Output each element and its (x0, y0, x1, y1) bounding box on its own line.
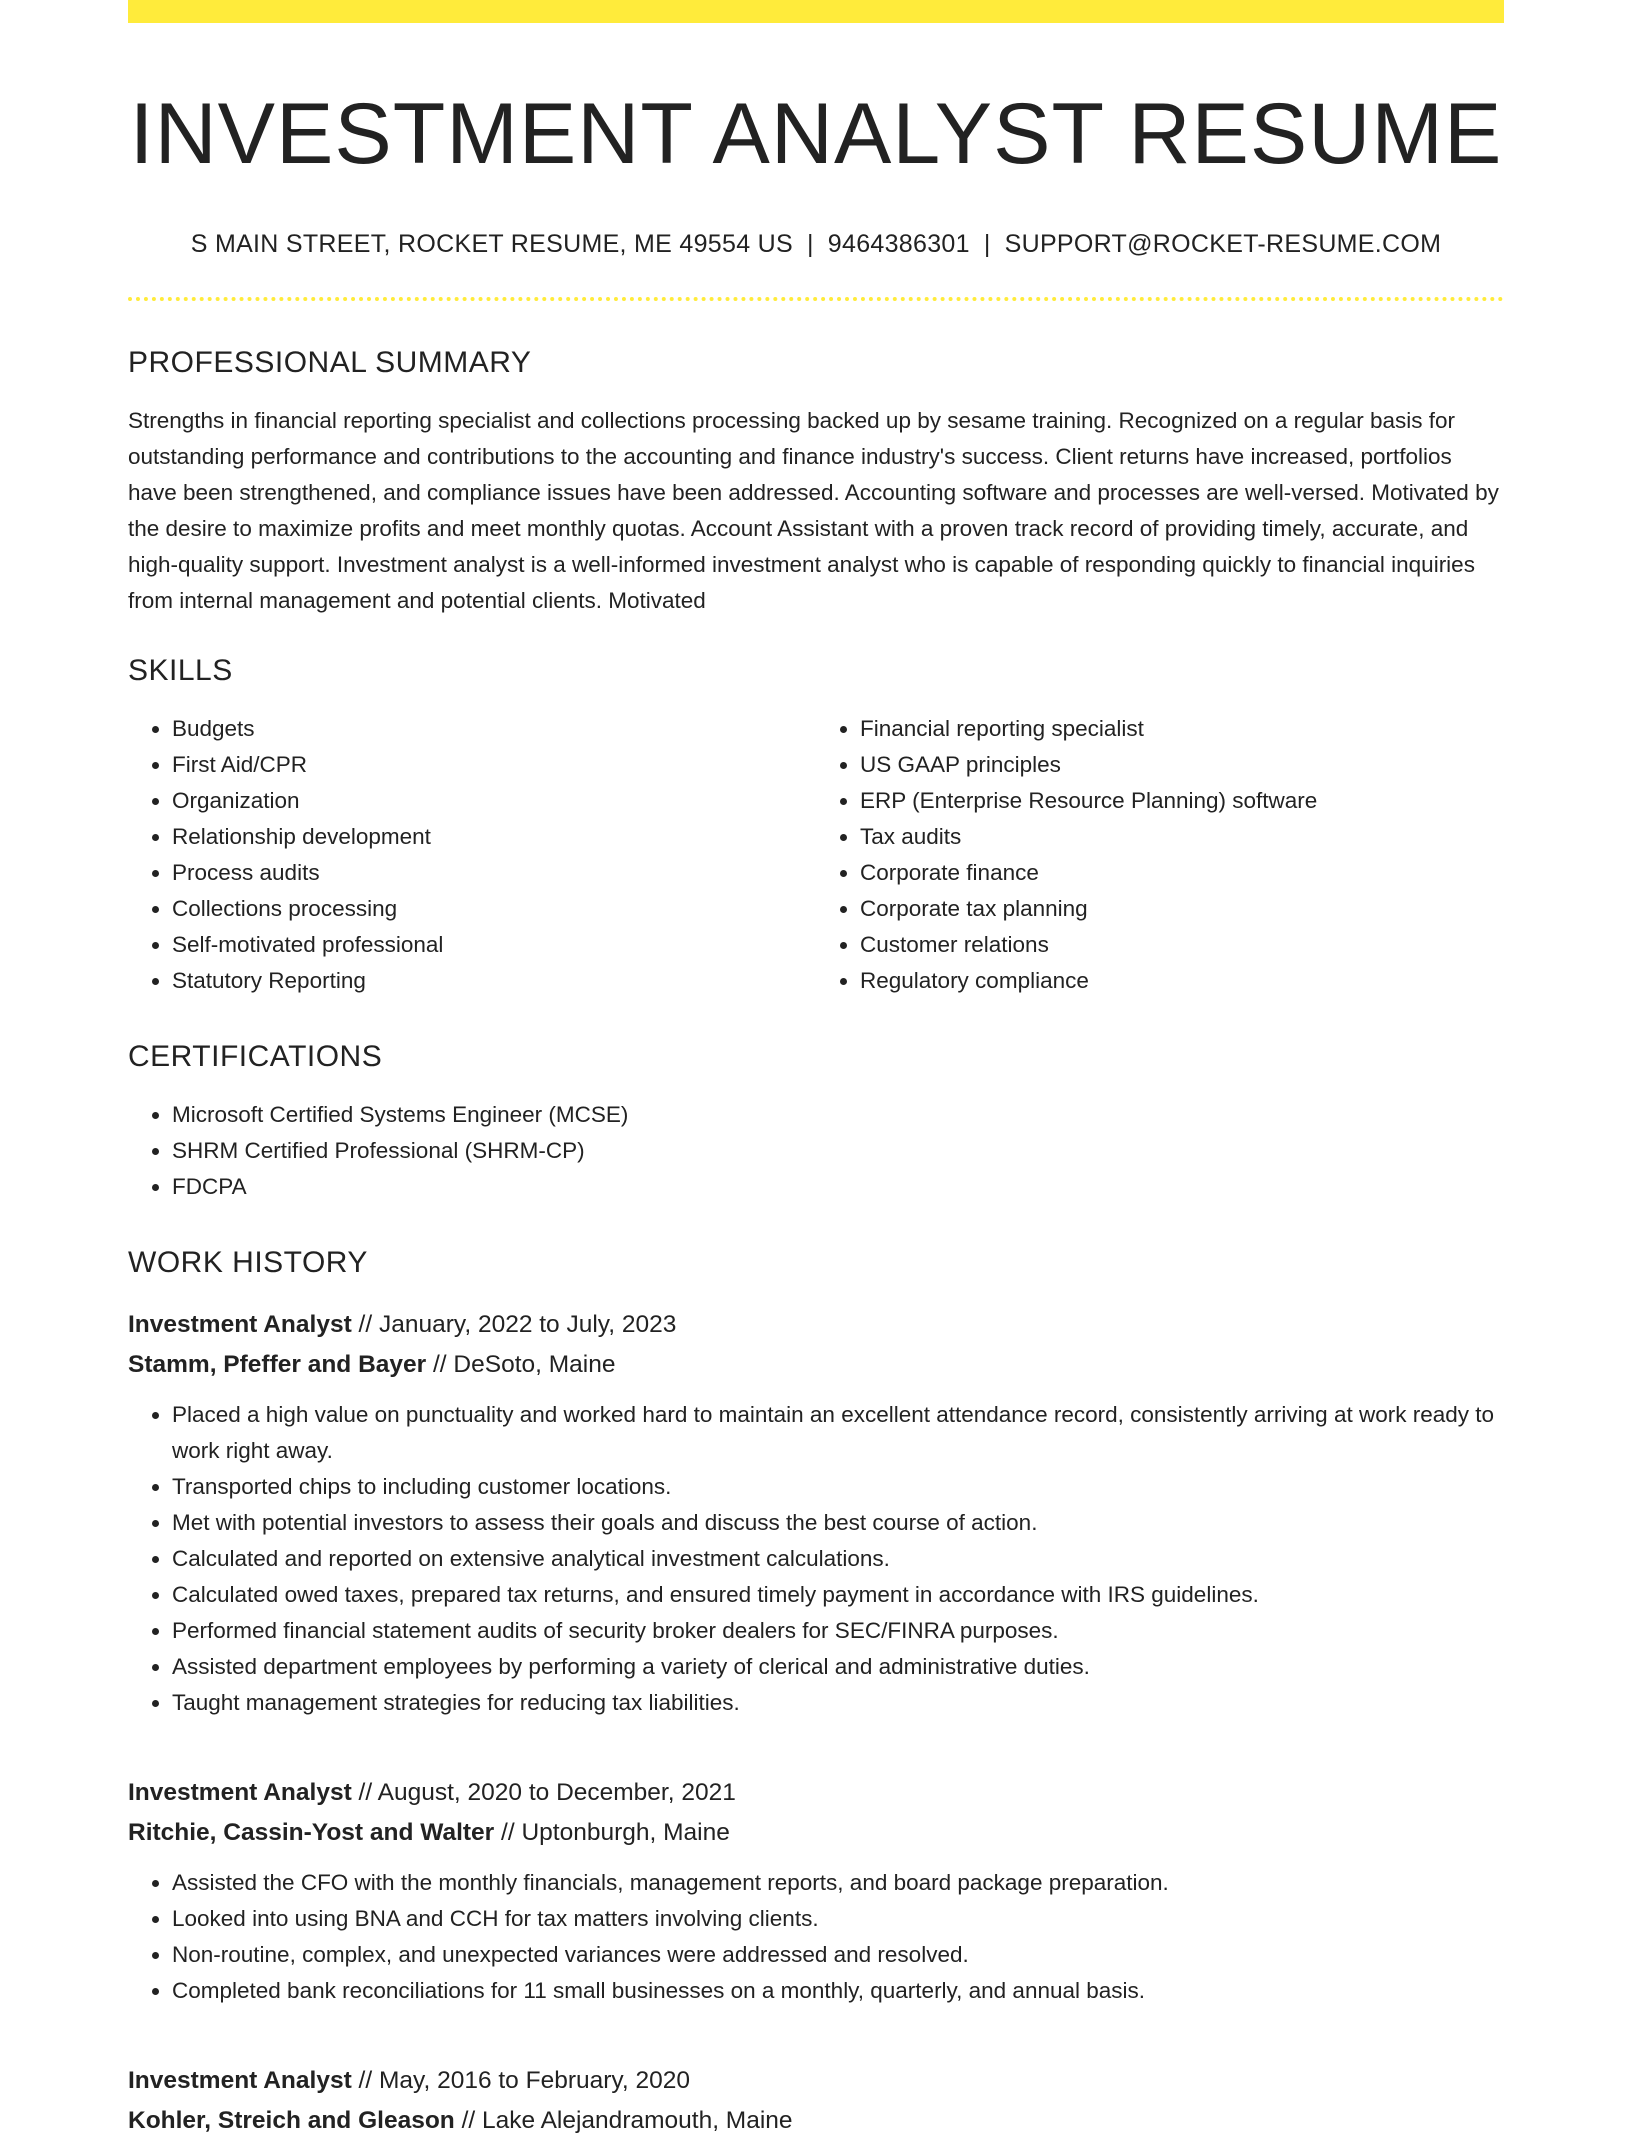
skill-item: • US GAAP principles (860, 747, 1504, 783)
job-separator: // (454, 2107, 482, 2135)
header-divider (128, 297, 1504, 301)
skill-item: • Regulatory compliance (860, 963, 1504, 999)
job-duties-list (128, 1865, 1504, 2009)
job-title-line (128, 1773, 1504, 1813)
skill-item: • Customer relations (860, 927, 1504, 963)
certification-item: • SHRM Certified Professional (SHRM-CP) (172, 1133, 1504, 1169)
skills-section (128, 653, 1504, 999)
job-dates: May, 2016 to February, 2020 (378, 2067, 690, 2095)
job-title-line (128, 1305, 1504, 1345)
job-duties-list (128, 1397, 1504, 1721)
skill-item: • Statutory Reporting (172, 963, 816, 999)
skill-item: • First Aid/CPR (172, 747, 816, 783)
job-company: Ritchie, Cassin-Yost and Walter (128, 1819, 495, 1847)
job-company-line (128, 1813, 1504, 1853)
job-duty: • Met with potential investors to assess their goals and discuss the best course of action. (172, 1505, 1504, 1541)
contact-address: S MAIN STREET, ROCKET RESUME, ME 49554 US (190, 230, 793, 259)
job-duty: • Non-routine, complex, and unexpected variances were addressed and resolved. (172, 1937, 1504, 1973)
skill-item: • Organization (172, 783, 816, 819)
certifications-heading: CERTIFICATIONS (128, 1040, 383, 1074)
job-title: Investment Analyst (128, 2067, 352, 2095)
summary-heading: PROFESSIONAL SUMMARY (128, 346, 532, 380)
job-title: Investment Analyst (128, 1311, 352, 1339)
skill-item: • Self-motivated professional (172, 927, 816, 963)
job-duty: • Transported chips to including customer locations. (172, 1469, 1504, 1505)
contact-phone: 9464386301 (827, 230, 970, 259)
skill-item: • Budgets (172, 711, 816, 747)
top-accent-bar (128, 0, 1504, 23)
job-separator: // (494, 1819, 522, 1847)
job-separator: // (351, 1779, 378, 1807)
skill-item: • Financial reporting specialist (860, 711, 1504, 747)
job-duty: • Assisted department employees by performing a variety of clerical and administrative duties. (172, 1649, 1504, 1685)
contact-separator: | (983, 230, 991, 259)
job-duty: • Performed financial statement audits of security broker dealers for SEC/FINRA purposes. (172, 1613, 1504, 1649)
job-location: Lake Alejandramouth, Maine (482, 2107, 793, 2135)
contact-email: SUPPORT@ROCKET-RESUME.COM (1004, 230, 1442, 259)
summary-text: Strengths in financial reporting specialist and collections processing backed up by sesame training. Recognized on a regular basis for outstanding performance and contributions to the accounting and finance industry's success. Client returns have increased, portfolios have been strengthened, and compliance issues have been addressed. Accounting software and processes are well-versed. Motivated by the desire to maximize profits and meet monthly quotas. Account Assistant with a proven track record of providing timely, accurate, and high-quality support. Investment analyst is a well-informed investment analyst who is capable of responding quickly to financial inquiries from internal management and potential clients. Motivated (128, 408, 1499, 614)
skills-heading: SKILLS (128, 654, 233, 688)
job-dates: August, 2020 to December, 2021 (377, 1779, 736, 1807)
job-duty: • Looked into using BNA and CCH for tax matters involving clients. (172, 1901, 1504, 1937)
job-company-line (128, 1345, 1504, 1385)
work-history-heading: WORK HISTORY (128, 1246, 368, 1280)
job-duty: • Taught management strategies for reducing tax liabilities. (172, 1685, 1504, 1721)
resume-title: INVESTMENT ANALYST RESUME (129, 86, 1503, 182)
work-history-section (128, 1245, 1504, 2141)
certification-item: • FDCPA (172, 1169, 1504, 1205)
job-location: Uptonburgh, Maine (521, 1819, 730, 1847)
job-company: Kohler, Streich and Gleason (128, 2107, 455, 2135)
job-duty: • Assisted the CFO with the monthly financials, management reports, and board package preparation. (172, 1865, 1504, 1901)
summary-section (128, 345, 1504, 619)
job-title: Investment Analyst (128, 1779, 352, 1807)
contact-separator: | (806, 230, 814, 259)
skill-item: • Collections processing (172, 891, 816, 927)
job-entry (128, 1773, 1504, 2009)
job-location: DeSoto, Maine (453, 1351, 616, 1379)
job-dates: January, 2022 to July, 2023 (378, 1311, 677, 1339)
skills-list-right (816, 711, 1504, 999)
skills-grid (128, 711, 1504, 999)
skill-item: • Relationship development (172, 819, 816, 855)
skill-item: • Corporate tax planning (860, 891, 1504, 927)
job-title-line (128, 2061, 1504, 2101)
job-entry (128, 1305, 1504, 1721)
job-separator: // (351, 2067, 379, 2095)
job-duty: • Calculated and reported on extensive analytical investment calculations. (172, 1541, 1504, 1577)
job-company-line (128, 2101, 1504, 2141)
certification-item: • Microsoft Certified Systems Engineer (MCSE) (172, 1097, 1504, 1133)
job-company: Stamm, Pfeffer and Bayer (128, 1351, 427, 1379)
skills-list-left (128, 711, 816, 999)
job-duty: • Calculated owed taxes, prepared tax returns, and ensured timely payment in accordance with IRS guidelines. (172, 1577, 1504, 1613)
job-duty: • Placed a high value on punctuality and worked hard to maintain an excellent attendance record, consistently arriving at work ready to work right away. (172, 1397, 1504, 1469)
contact-line (128, 230, 1504, 259)
job-separator: // (351, 1311, 379, 1339)
resume-page (128, 0, 1504, 2141)
skill-item: • Corporate finance (860, 855, 1504, 891)
certifications-section (128, 1039, 1504, 1205)
job-duty: • Completed bank reconciliations for 11 small businesses on a monthly, quarterly, and annual basis. (172, 1973, 1504, 2009)
skill-item: • Tax audits (860, 819, 1504, 855)
job-entry (128, 2061, 1504, 2141)
job-separator: // (426, 1351, 454, 1379)
skill-item: • ERP (Enterprise Resource Planning) software (860, 783, 1504, 819)
certifications-list (128, 1097, 1504, 1205)
skill-item: • Process audits (172, 855, 816, 891)
